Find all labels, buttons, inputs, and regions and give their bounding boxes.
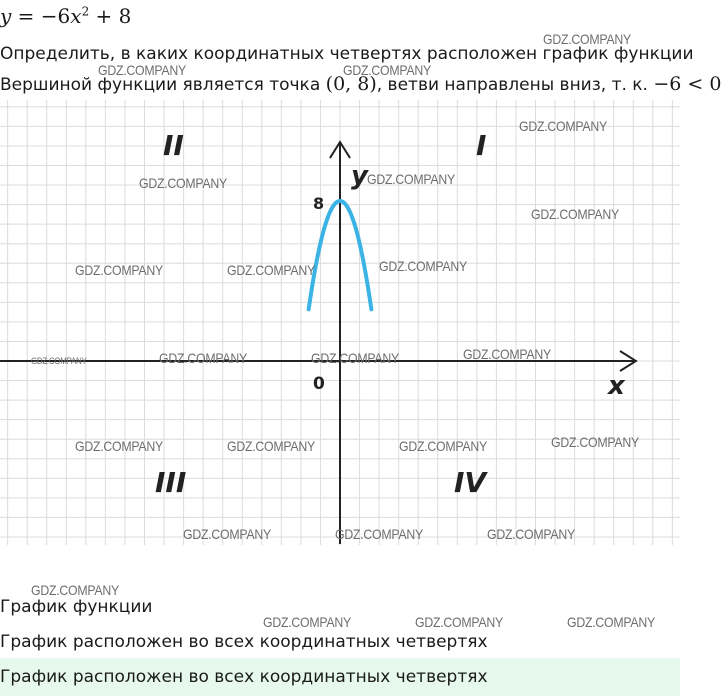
graph-caption: График функции bbox=[0, 597, 153, 617]
conclusion-text: График расположен во всех координатных четвертях bbox=[0, 632, 488, 652]
task-statement: Определить, в каких координатных четвертях расположен график функции bbox=[0, 44, 694, 64]
watermark: GDZ.COMPANY bbox=[531, 206, 619, 222]
watermark: GDZ.COMPANY bbox=[415, 614, 503, 630]
watermark: GDZ.COMPANY bbox=[367, 171, 455, 187]
watermark: GDZ.COMPANY bbox=[335, 526, 423, 542]
watermark: GDZ.COMPANY bbox=[543, 31, 631, 47]
quadrant-label-i: I bbox=[476, 129, 487, 162]
quadrant-label-ii: II bbox=[163, 129, 184, 162]
watermark: GDZ.COMPANY bbox=[227, 438, 315, 454]
vertex-value-label: 8 bbox=[313, 194, 325, 213]
watermark: GDZ.COMPANY bbox=[551, 434, 639, 450]
function-graph bbox=[0, 100, 680, 545]
answer-text: График расположен во всех координатных четвертях bbox=[0, 667, 488, 687]
watermark: GDZ.COMPANY bbox=[139, 175, 227, 191]
watermark: GDZ.COMPANY bbox=[519, 118, 607, 134]
watermark: GDZ.COMPANY bbox=[263, 614, 351, 630]
watermark: GDZ.COMPANY bbox=[463, 346, 551, 362]
watermark: GDZ.COMPANY bbox=[31, 356, 87, 366]
origin-label: 0 bbox=[313, 374, 325, 394]
watermark: GDZ.COMPANY bbox=[159, 350, 247, 366]
function-formula: $y = -6x^2 + 8$ bbox=[0, 4, 132, 28]
watermark: GDZ.COMPANY bbox=[567, 614, 655, 630]
watermark: GDZ.COMPANY bbox=[379, 258, 467, 274]
vertex-statement: Вершиной функции является точка (0, 8), ветви направлены вниз, т. к. −6 < 0 bbox=[0, 73, 721, 95]
watermark: GDZ.COMPANY bbox=[227, 262, 315, 278]
watermark: GDZ.COMPANY bbox=[311, 350, 399, 366]
watermark: GDZ.COMPANY bbox=[343, 62, 431, 78]
quadrant-label-iii: III bbox=[155, 466, 187, 499]
watermark: GDZ.COMPANY bbox=[75, 438, 163, 454]
y-axis-label: y bbox=[351, 161, 368, 191]
x-axis-label: x bbox=[608, 371, 625, 401]
watermark: GDZ.COMPANY bbox=[31, 582, 119, 598]
watermark: GDZ.COMPANY bbox=[399, 438, 487, 454]
watermark: GDZ.COMPANY bbox=[183, 526, 271, 542]
watermark: GDZ.COMPANY bbox=[98, 62, 186, 78]
answer-box bbox=[0, 658, 680, 696]
watermark: GDZ.COMPANY bbox=[487, 526, 575, 542]
watermark: GDZ.COMPANY bbox=[75, 262, 163, 278]
quadrant-label-iv: IV bbox=[454, 466, 487, 499]
